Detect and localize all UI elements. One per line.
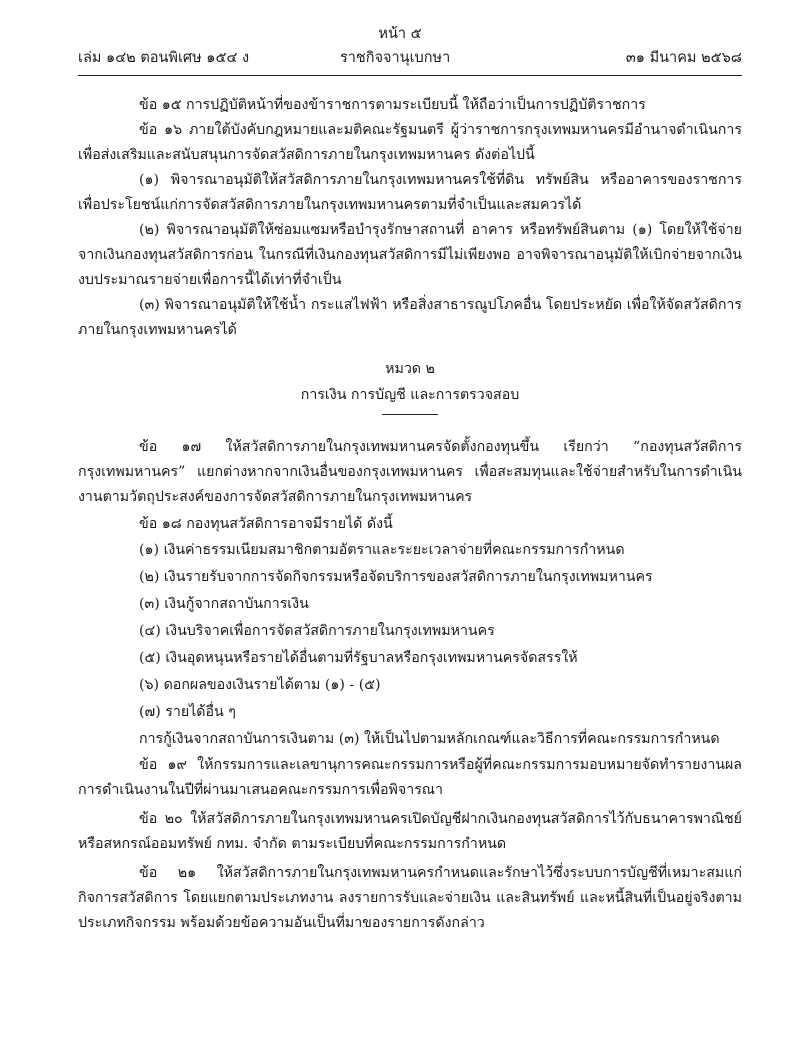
gazette-name: ราชกิจจานุเบกษา <box>340 50 451 66</box>
clause-21: ข้อ ๒๑ ให้สวัสดิการภายในกรุงเทพมหานครกำหนดและรักษาไว้ซึ่งระบบการบัญชีที่เหมาะสมแก่กิจการสวัสดิการ โดยแยกตามประเภทงาน ลงรายการรับและจ่ายเงิน และสินทรัพย์ และหนี้สินที่เป็นอยู่จริงตามประเภทกิจกรรม พร้อมด้วยข้อความอันเป็นที่มาของรายการดังกล่าว <box>78 865 742 931</box>
clause-19: ข้อ ๑๙ ให้กรรมการและเลขานุการคณะกรรมการหรือผู้ที่คณะกรรมการมอบหมายจัดทำรายงานผลการดำเนินงานในปีที่ผ่านมาเสนอคณะกรรมการเพื่อพิจารณา <box>78 757 742 798</box>
running-header <box>78 46 742 69</box>
clause-15: ข้อ ๑๕ การปฏิบัติหน้าที่ของข้าราชการตามระเบียบนี้ ให้ถือว่าเป็นการปฏิบัติราชการ <box>139 97 646 113</box>
document-body <box>78 93 742 936</box>
clause-18: ข้อ ๑๘ กองทุนสวัสดิการอาจมีรายได้ ดังนี้ <box>139 516 393 532</box>
clause-18-item: (๕) เงินอุดหนุนหรือรายได้อื่นตามที่รัฐบาลหรือกรุงเทพมหานครจัดสรรให้ <box>139 650 578 666</box>
chapter-label: หมวด ๒ <box>385 361 435 377</box>
clause-18-item: (๒) เงินรายรับจากการจัดกิจกรรมหรือจัดบริการของสวัสดิการภายในกรุงเทพมหานคร <box>139 569 653 585</box>
header-divider <box>78 75 742 76</box>
clause-17: ข้อ ๑๗ ให้สวัสดิการภายในกรุงเทพมหานครจัดตั้งกองทุนขึ้น เรียกว่า “กองทุนสวัสดิการกรุงเทพมหานคร” แยกต่างหากจากเงินอื่นของกรุงเทพมหานคร เพื่อสะสมทุนและใช้จ่ายสำหรับในการดำเนินงานตามวัตถุประสงค์ของการจัดสวัสดิการภายในกรุงเทพมหานคร <box>78 439 742 505</box>
issue-reference: เล่ม ๑๔๒ ตอนพิเศษ ๑๕๔ ง <box>78 50 250 66</box>
clause-20: ข้อ ๒๐ ให้สวัสดิการภายในกรุงเทพมหานครเปิดบัญชีฝากเงินกองทุนสวัสดิการไว้กับธนาคารพาณิชย์หรือสหกรณ์ออมทรัพย์ กทม. จำกัด ตามระเบียบที่คณะกรรมการกำหนด <box>78 811 742 852</box>
clause-16-item-3: (๓) พิจารณาอนุมัติให้ใช้น้ำ กระแสไฟฟ้า หรือสิ่งสาธารณูปโภคอื่น โดยประหยัด เพื่อให้จัดสวัสดิการภายในกรุงเทพมหานครได้ <box>78 297 742 338</box>
page-number: หน้า ๕ <box>378 26 422 42</box>
clause-16-item-1: (๑) พิจารณาอนุมัติให้สวัสดิการภายในกรุงเทพมหานครใช้ที่ดิน ทรัพย์สิน หรืออาคารของราชการ เพื่อประโยชน์แก่การจัดสวัสดิการภายในกรุงเทพมหานครตามที่จำเป็นและสมควรได้ <box>78 172 742 213</box>
clause-18-item: (๖) ดอกผลของเงินรายได้ตาม (๑) - (๕) <box>139 677 381 693</box>
clause-16: ข้อ ๑๖ ภายใต้บังคับกฎหมายและมติคณะรัฐมนตรี ผู้ว่าราชการกรุงเทพมหานครมีอำนาจดำเนินการเพื่อส่งเสริมและสนับสนุนการจัดสวัสดิการภายในกรุงเทพมหานคร ดังต่อไปนี้ <box>78 122 742 163</box>
chapter-heading <box>78 356 742 415</box>
clause-18-item: (๗) รายได้อื่น ๆ <box>139 704 236 720</box>
clause-18-item: (๔) เงินบริจาคเพื่อการจัดสวัสดิการภายในกรุงเทพมหานคร <box>139 623 495 639</box>
clause-18-item: (๓) เงินกู้จากสถาบันการเงิน <box>139 596 309 612</box>
clause-16-item-2: (๒) พิจารณาอนุมัติให้ซ่อมแซมหรือบำรุงรักษาสถานที่ อาคาร หรือทรัพย์สินตาม (๑) โดยให้ใช้จ่ายจากเงินกองทุนสวัสดิการก่อน ในกรณีที่เงินกองทุนสวัสดิการมีไม่เพียงพอ อาจพิจารณาอนุมัติให้เบิกจ่ายจากเงินงบประมาณรายจ่ายเพื่อการนี้ได้เท่าที่จำเป็น <box>78 222 742 288</box>
chapter-title: การเงิน การบัญชี และการตรวจสอบ <box>300 387 520 403</box>
clause-18-item: (๑) เงินค่าธรรมเนียมสมาชิกตามอัตราและระยะเวลาจ่ายที่คณะกรรมการกำหนด <box>139 542 625 558</box>
publication-date: ๓๑ มีนาคม ๒๕๖๘ <box>625 50 742 66</box>
clause-18-note: การกู้เงินจากสถาบันการเงินตาม (๓) ให้เป็นไปตามหลักเกณฑ์และวิธีการที่คณะกรรมการกำหนด <box>139 731 720 747</box>
chapter-divider <box>382 414 438 415</box>
